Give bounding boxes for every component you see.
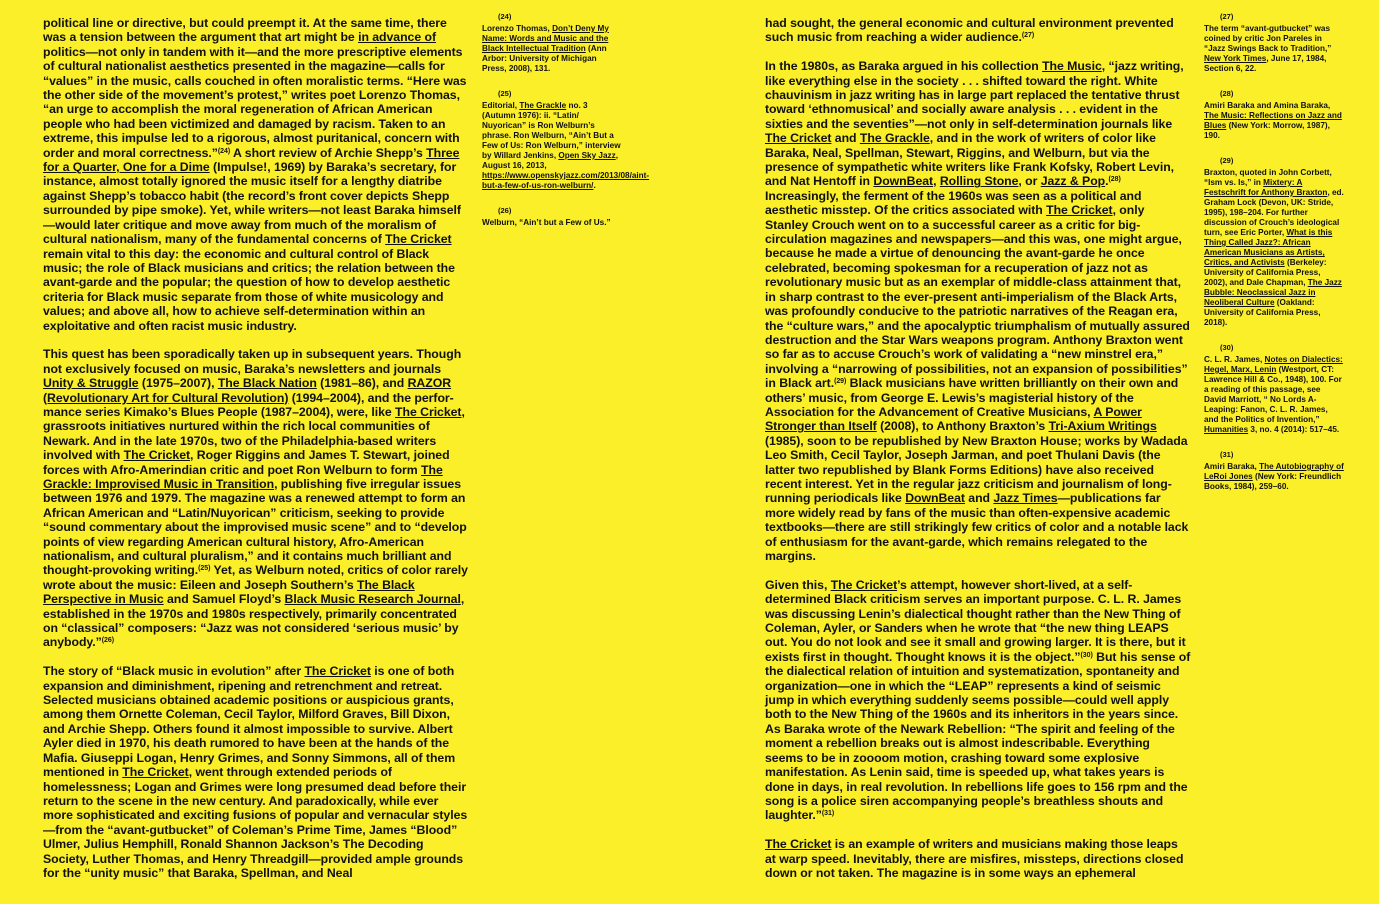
text-run: A short review of Archie Shepp’s (230, 145, 427, 160)
text-run: is one of both expansion and diminishment, ripening and retrenchment and retreat. Selected musicians obtained academic positions or auspicious grants, among them Ornette Coleman, Cecil Taylor, Milford Graves, Bill Dixon, and Archie Shepp. Others found it almost impossible to survive. Albert Ayler died in 1970, his death rumored to have been at the hands of the Mafia. Giuseppi Logan, Henry Grimes, and Sonny Simmons, all of them mentioned in (43, 664, 456, 780)
text-run: (Berkeley: University of California Press, 2002), and Dale Chapman, (1204, 258, 1327, 287)
footnote (1204, 156, 1344, 328)
underlined-title: Notes on Dialectics: Hegel, Marx, Lenin (1204, 355, 1343, 374)
underlined-title: The Cricket (385, 232, 452, 247)
underlined-title: The Cricket (122, 765, 189, 780)
underlined-title: Tri-Axium Writings (1048, 419, 1157, 434)
text-run: (New York: Morrow, 1987), 190. (1204, 121, 1330, 140)
text-run: , and in the work of writers of color like Baraka, Neal, Spellman, Stewart, Riggins, and Welburn, but via the presence of sympathetic white writers like Frank Kofsky, Robert Levin, and Nat Hentoff in (765, 131, 1175, 189)
footnote-number: (27) (1220, 12, 1234, 21)
text-run: (Westport, CT: Lawrence Hill & Co., 1948), 100. For a reading of this passage, see David Marriott, “ No Lords A-Leaping: Fanon, C. L. R. James, and the Politics of Invention,” (1204, 365, 1342, 424)
text-run: 3, no. 4 (2014): 517–45. (1248, 425, 1340, 434)
footnote (1204, 450, 1344, 492)
text-run: , grassroots initiatives nurtured within the rich local communities of Newark. And in the late 1970s, two of the Philadelphia-based writers involved with (43, 404, 465, 463)
text-run: , established in the 1970s and 1980s respectively, primarily concentrated on “classical” composers: “Jazz was not considered ‘serious music’ by anybody.” (43, 592, 465, 650)
footnote-ref: (27) (1021, 32, 1035, 40)
underlined-title: What is this Thing Called Jazz?: African American Musicians as Artists, Critics, and Activists (1204, 228, 1333, 267)
underlined-title: The Black Nation (217, 376, 317, 391)
footnote-number: (30) (1220, 343, 1234, 352)
underlined-title: The Music: Reflections on Jazz and Blues (1204, 111, 1342, 130)
text-run: Given this, (765, 577, 831, 592)
footnote-ref: (30) (1080, 651, 1093, 659)
text-run: This quest has been sporadically taken up in subsequent years. Though not exclusively focused on music, Baraka’s newsletters and journals (43, 347, 462, 376)
underlined-title: The Cricket (123, 448, 191, 463)
underlined-title: Mixtery: A Festschrift for Anthony Braxton (1204, 178, 1328, 197)
text-run: and Samuel Floyd’s (163, 592, 285, 607)
text-run: politics—not only in tandem with it—and the more prescriptive elements of cultural nationalist aesthetics presented in the magazine—calls for “values” in the music, calls couched in often moralistic terms. “Here was the other side of the movement’s protest,” writes poet Lorenzo Thomas, “an urge to accomplish the moral regeneration of African American people who had been victimized and damaged by racism. Taken to an extreme, this impulse led to a rigorous, almost puritanical, concern with order and moral correctness.” (43, 44, 467, 160)
underlined-title: Don’t Deny My Name: Words and Music and the Black Intellectual Tradition (482, 24, 609, 53)
text-run: (1981–86), and (316, 376, 408, 391)
left-page-footnotes (482, 12, 650, 243)
footnote (482, 206, 622, 228)
text-run: (New York: Freundlich Books, 1984), 259–60. (1204, 472, 1342, 491)
underlined-title: The Grackle: Improvised Music in Transition (43, 462, 443, 491)
underlined-title: The Grackle (519, 101, 567, 110)
underlined-title: The Black Perspective in Music (43, 577, 415, 607)
text-run: . (1105, 174, 1109, 189)
body-paragraph (765, 578, 1191, 823)
text-run: Amiri Baraka and Amina Baraka, (1204, 101, 1331, 110)
footnote-number: (31) (1220, 450, 1234, 459)
underlined-title: RAZOR (Revolutionary Art for Cultural Revolution) (43, 376, 452, 405)
text-run: no. 3 (Autumn 1976): ii. “Latin/ Nuyorican” is Ron Welburn’s phrase. Ron Welburn, “Ain’t But a Few of Us: Ron Welburn,” interview by Willard Jenkins, (482, 101, 621, 160)
footnote (482, 12, 622, 74)
underlined-title: The Cricket (395, 404, 462, 419)
underlined-title: New York Times (1204, 54, 1267, 63)
underlined-title: Three for a Quarter, One for a Dime (43, 145, 460, 175)
text-run: , (933, 174, 940, 189)
footnote-ref: (26) (101, 637, 115, 645)
text-run: Increasingly, the ferment of the 1960s was seen as a political and aesthetic misstep. Of the critics associated with (765, 188, 1142, 218)
body-paragraph (43, 16, 469, 333)
text-run: , went through extended periods of homelessness; Logan and Grimes were long presumed dead before their return to the scene in the new century. And paradoxically, while ever more sophisticated and exciting fusions of popular and vernacular styles—from the “avant-gutbucket” of Coleman’s Prime Time, James “Blood” Ulmer, Julius Hemphill, Ronald Shannon Jackson’s The Decoding Society, Luther Thomas, and Henry Threadgill—provided ample grounds for the “unity music” that Baraka, Spellman, and Neal (43, 765, 468, 880)
text-run: —publications far more widely read by fans of the music than often-expensive academic textbooks—there are still strikingly few critics of color and a notable lack of enthusiasm for the avant-garde, which remains relegated to the margins. (765, 491, 1189, 564)
text-run: , “jazz writing, like everything else in the society . . . shifted toward the right. White chauvinism in jazz writing has in large part replaced the tentative thrust toward ‘ethnomusical’ and socially aware analysis . . . evident in the sixties and the seventies”—not only in self-determination journals like (765, 59, 1184, 131)
footnote-ref: (25) (198, 565, 211, 573)
text-run: , publishing five irregular issues between 1976 and 1979. The magazine was a renewed attempt to form an African American and “Latin/Nuyorican” criticism, seeking to provide “sound commentary about the improvised music scene” and to “develop points of view regarding American cultural history, Afro-American nationalism, and cultural pluralism,” and it contains much brilliant and thought-provoking writing. (43, 476, 467, 578)
text-run: and (831, 131, 860, 146)
text-run: Braxton, quoted in John Corbett, “Ism vs. Is,” in (1204, 168, 1332, 187)
footnote (1204, 12, 1344, 74)
underlined-title: Black Music Research Journal (284, 592, 461, 607)
text-run: is an example of writers and musicians making those leaps at warp speed. Inevitably, there are misfires, missteps, directions closed down or not taken. The magazine is in some ways an ephemeral (765, 837, 1184, 880)
underlined-title: Unity & Struggle (43, 376, 139, 391)
text-run: (Impulse!, 1969) by Baraka’s secretary, for instance, almost totally ignored the music itself for a lengthy diatribe against Shepp’s tobacco habit (the record’s front cover depicts Shepp surrounded by pipe smoke). Yet, while writers—not least Baraka himself—would later critique and move away from much of the moralism of cultural nationalism, many of the fundamental concerns of (43, 160, 461, 247)
footnote-ref: (29) (834, 378, 847, 386)
text-run: , or (1018, 174, 1041, 189)
body-paragraph (43, 347, 469, 650)
text-run: Welburn, “Ain’t but a Few of Us.” (482, 218, 611, 227)
body-paragraph (765, 837, 1191, 880)
underlined-title: The Grackle (859, 131, 930, 146)
text-run: In the 1980s, as Baraka argued in his collection (765, 59, 1043, 74)
underlined-title: https://www.openskyjazz.com/2013/08/aint-but-a-few-of-us-ron-welburn/ (482, 171, 650, 190)
text-run: , only Stanley Crouch went on to a successful career as a critic for big-circulation magazines and newspapers—and this was, one might argue, because he made a virtue of denouncing the avant-garde he once celebrated, becoming spokesman for a recuperation of jazz not as revolutionary music but as an exemplar of middle-class attainment that, in sharp contrast to the ever-present anti-imperialism of the Black Arts, was profoundly conducive to the patriotic narratives of the Reagan era, the “culture wars,” and the apocalyptic triumphalism of mutually assured destruction and the Star Wars weapons program. Anthony Braxton went so far as to accuse Crouch’s work of validating a “new minstrel era,” involving a “narrowing of possibilities, not an expansion of possibilities” in Black art. (765, 203, 1190, 391)
underlined-title: in advance of (358, 30, 437, 45)
underlined-title: The Music (1042, 59, 1102, 74)
underlined-title: The Cricket (765, 837, 832, 852)
text-run: The term “avant-gutbucket” was coined by critic Jon Pareles in “Jazz Swings Back to Tradition,” (1204, 24, 1332, 53)
body-paragraph (765, 16, 1191, 45)
footnote (1204, 89, 1344, 141)
footnote-ref: (24) (217, 147, 231, 155)
text-run: (1975–2007), (138, 376, 218, 391)
text-run: (Oakland: University of California Press, 2018). (1204, 298, 1321, 327)
text-run: , Roger Riggins and James T. Stewart, joined forces with Afro-Amerindian critic and poet Ron Welburn to form (43, 448, 450, 477)
text-run: . (593, 181, 596, 190)
underlined-title: Rolling Stone (939, 174, 1019, 189)
footnote (1204, 343, 1344, 435)
right-page-footnotes (1204, 12, 1344, 507)
text-run: (1985), soon to be republished by New Braxton House; works by Wadada Leo Smith, Cecil Taylor, Joseph Jarman, and poet Thulani Davis (the latter two republished by Blank Forms Editions) have also received recent interest. Yet in the regular jazz criticism and journalism of long-running periodicals like (765, 433, 1188, 506)
text-run: Lorenzo Thomas, (482, 24, 553, 33)
footnote-number: (25) (498, 89, 512, 98)
footnote-number: (29) (1220, 156, 1234, 165)
text-run: Black musicians have written brilliantly on their own and others’ music, from George E. Lewis’s magisterial history of the Association for the Advancement of Creative Musicians, (765, 376, 1179, 419)
text-run: , August 16, 2013, (482, 151, 618, 170)
text-run: political line or directive, but could preempt it. At the same time, there was a tension between the argument that art might be (43, 16, 447, 45)
underlined-title: Jazz Times (993, 491, 1058, 506)
text-run: (Ann Arbor: University of Michigan Press, 2008), 131. (482, 44, 607, 73)
text-run: , ed. Graham Lock (Devon, UK: Stride, 1995), 198–204. For further discussion of Crouch’s ideological turn, see Eric Porter, (1204, 188, 1344, 237)
text-run: Amiri Baraka, (1204, 462, 1260, 471)
underlined-title: The Autobiography of LeRoi Jones (1204, 462, 1344, 481)
underlined-title: Open Sky Jazz (558, 151, 616, 160)
underlined-title: DownBeat (873, 174, 934, 189)
text-run: (2008), to Anthony Braxton’s (876, 419, 1049, 434)
text-run: The story of “Black music in evolution” after (43, 664, 305, 679)
underlined-title: The Jazz Bubble: Neoclassical Jazz in Neoliberal Culture (1204, 278, 1342, 307)
body-paragraph (43, 664, 469, 880)
footnote-number: (28) (1220, 89, 1234, 98)
footnote-ref: (31) (821, 810, 835, 818)
text-run: and (964, 491, 994, 506)
text-run: Editorial, (482, 101, 520, 110)
underlined-title: DownBeat (905, 491, 965, 506)
text-run: But his sense of the dialectical relation of intuition and systematization, spontaneity and organization—one in which the “LEAP” represents a kind of seismic jump in which everything suddenly seems possible—could well apply both to the New Thing of the 1960s and its inheritors in the years since. As Baraka wrote of the Newark Rebellion: “The spirit and feeling of the moment a rebellion breaks out is almost indescribable. Everything seems to be in zoooom motion, crashing toward some explosive manifestation. As Lenin said, time is speeded up, what takes years is done in days, in real revolution. In rebellions life goes to 156 rpm and the song is a police siren accompanying people’s breathless shouts and laughter.” (765, 649, 1191, 823)
underlined-title: A Power Stronger than Itself (765, 404, 1142, 434)
underlined-title: The Cricket (1046, 203, 1113, 218)
text-run: had sought, the general economic and cultural environment prevented such music from reaching a wider audience. (765, 16, 1174, 45)
underlined-title: The Cricket (830, 577, 898, 592)
text-run: remain vital to this day: the economic and cultural control of Black music; the role of Black musicians and critics; the relation between the avant-garde and the popular; the question of how to develop aesthetic criteria for Black music separate from those of white musicology and values; and above all, how to achieve self-determination within an exploitative and often racist music industry. (43, 246, 455, 333)
text-run: , June 17, 1984, Section 6, 22. (1204, 54, 1327, 73)
body-paragraph (765, 59, 1191, 563)
footnote-number: (24) (498, 12, 512, 21)
underlined-title: The Cricket (765, 131, 832, 146)
underlined-title: Humanities (1204, 425, 1249, 434)
footnote (482, 89, 650, 191)
underlined-title: Jazz & Pop (1040, 174, 1106, 189)
text-run: ’s attempt, however short-lived, at a self-determined Black criticism serves an important purpose. C. L. R. James was discussing Lenin’s dialectical thought rather than the New Thing of Coleman, Ayler, or Sanders when he wrote that “the new thing LEAPS out. You do not look and see it small and growing larger. It is there, but it exists first in thought. Thought knows it is the object.” (765, 577, 1186, 664)
underlined-title: The Cricket (304, 664, 371, 679)
text-run: C. L. R. James, (1204, 355, 1265, 364)
right-page-body-column (765, 16, 1191, 895)
footnote-ref: (28) (1108, 176, 1121, 184)
left-page-body-column (43, 16, 469, 895)
footnote-number: (26) (498, 206, 512, 215)
text-run: (1994–2004), and the performance series Kimako’s Blues People (1987–2004), were, like (43, 390, 454, 419)
text-run: Yet, as Welburn noted, critics of color rarely wrote about the music: Eileen and Joseph Southern’s (43, 563, 468, 592)
